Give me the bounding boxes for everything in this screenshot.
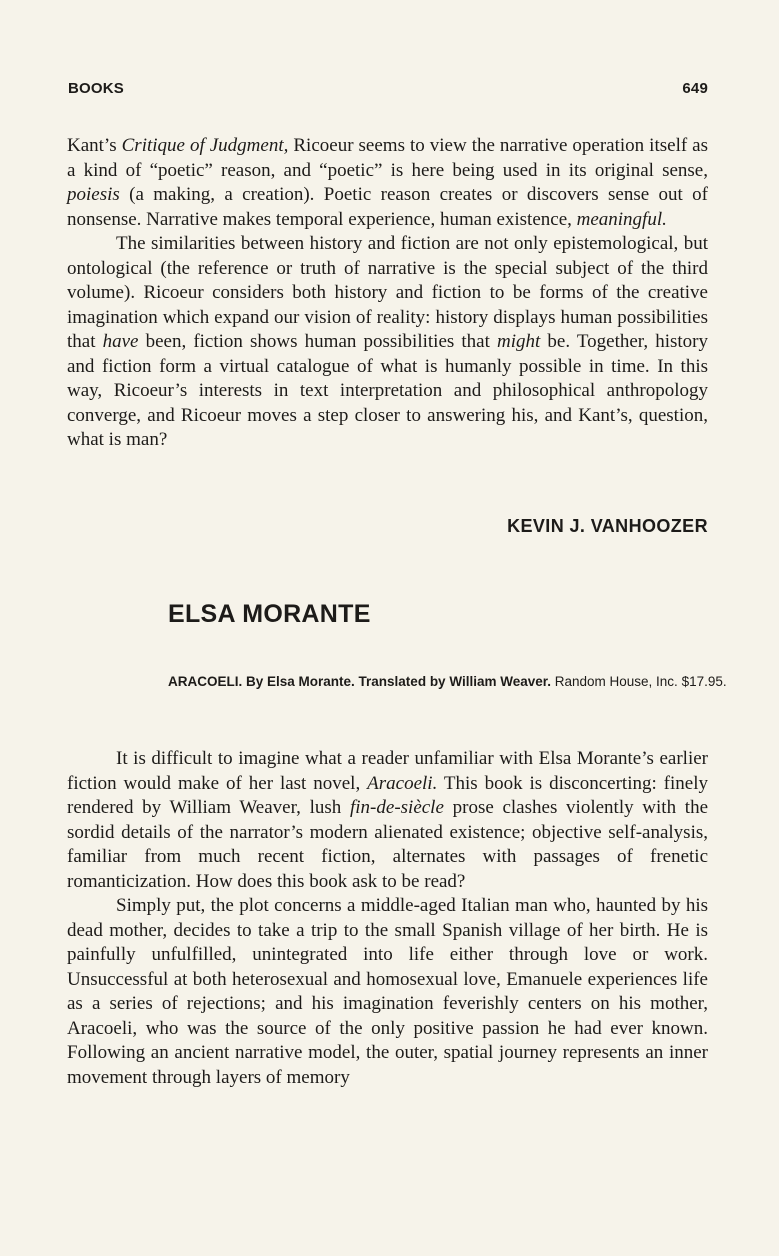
italic-text: might [497, 331, 541, 352]
italic-text: Aracoeli. [367, 772, 438, 794]
italic-text: fin-de-siècle [350, 797, 444, 818]
text-run: Kant’s [67, 135, 122, 156]
reviewer-signature: KEVIN J. VANHOOZER [507, 516, 708, 536]
book-citation [168, 672, 728, 692]
text-run: Ricoeur seems to view the narrative operation itself as a kind of “poetic” reason, and “poetic” is here being used in its original sense, [67, 135, 709, 181]
page-number: 649 [682, 80, 708, 97]
italic-text: Critique of Judgment, [121, 135, 289, 156]
italic-text: poiesis [67, 184, 120, 205]
section-label: BOOKS [68, 80, 125, 97]
text-run: Simply put, the plot concerns a middle-aged Italian man who, haunted by his dead mother, decides to take a trip to the small Spanish village of her birth. He is painfully unfulfilled, unintegrated into life either through love or work. Unsuccessful at both heterosexual and homosexual love, Emanuele experiences life as a series of rejections; and his imagination feverishly centers on his mother, Aracoeli, who was the source of the only positive passion he had ever known. Following an ancient narrative model, the outer, spatial journey represents an inner movement through layers of memory [67, 895, 708, 1088]
review-2-paragraph-2 [67, 894, 708, 1090]
text-run: The similarities between history and fiction are not only epistemological, but ontological (the reference or truth of narrative is the special subject of the third volume). Ricoeur considers both history and fiction to be forms of the creative imagination which expand our vision of reality: history displays human possibilities that [67, 233, 708, 352]
citation-title-author: ARACOELI. By Elsa Morante. Translated by William Weaver. [168, 674, 551, 689]
citation-publisher: Random House, Inc. $17.95. [551, 674, 727, 689]
text-run: be. Together, history and fiction form a virtual catalogue of what is humanly possible in time. In this way, Ricoeur’s interests in text interpretation and philosophical anthropology converge, and Ricoeur moves a step closer to answering his, and Kant’s, question, what is man? [67, 331, 709, 450]
review-2-body [67, 747, 708, 1090]
review-1-paragraph-2 [67, 232, 708, 453]
review-1-body [67, 134, 708, 453]
section-title: ELSA MORANTE [168, 600, 371, 628]
text-run: (a making, a creation). Poetic reason creates or discovers sense out of nonsense. Narrative makes temporal experience, human existence, [67, 184, 708, 230]
text-run: It is difficult to imagine what a reader unfamiliar with Elsa Morante’s earlier fiction would make of her last novel, [67, 748, 708, 794]
text-run: been, fiction shows human possibilities that [138, 331, 498, 352]
italic-text: have [102, 331, 139, 352]
text-run: This book is disconcerting: finely rendered by William Weaver, lush [67, 772, 708, 818]
review-1-paragraph-1 [67, 134, 708, 232]
italic-text: meaningful. [576, 208, 667, 230]
review-2-paragraph-1 [67, 747, 708, 894]
text-run: prose clashes violently with the sordid details of the narrator’s modern alienated existence; objective self-analysis, familiar from much recent fiction, alternates with passages of frenetic romanticization. How does this book ask to be read? [67, 797, 708, 892]
